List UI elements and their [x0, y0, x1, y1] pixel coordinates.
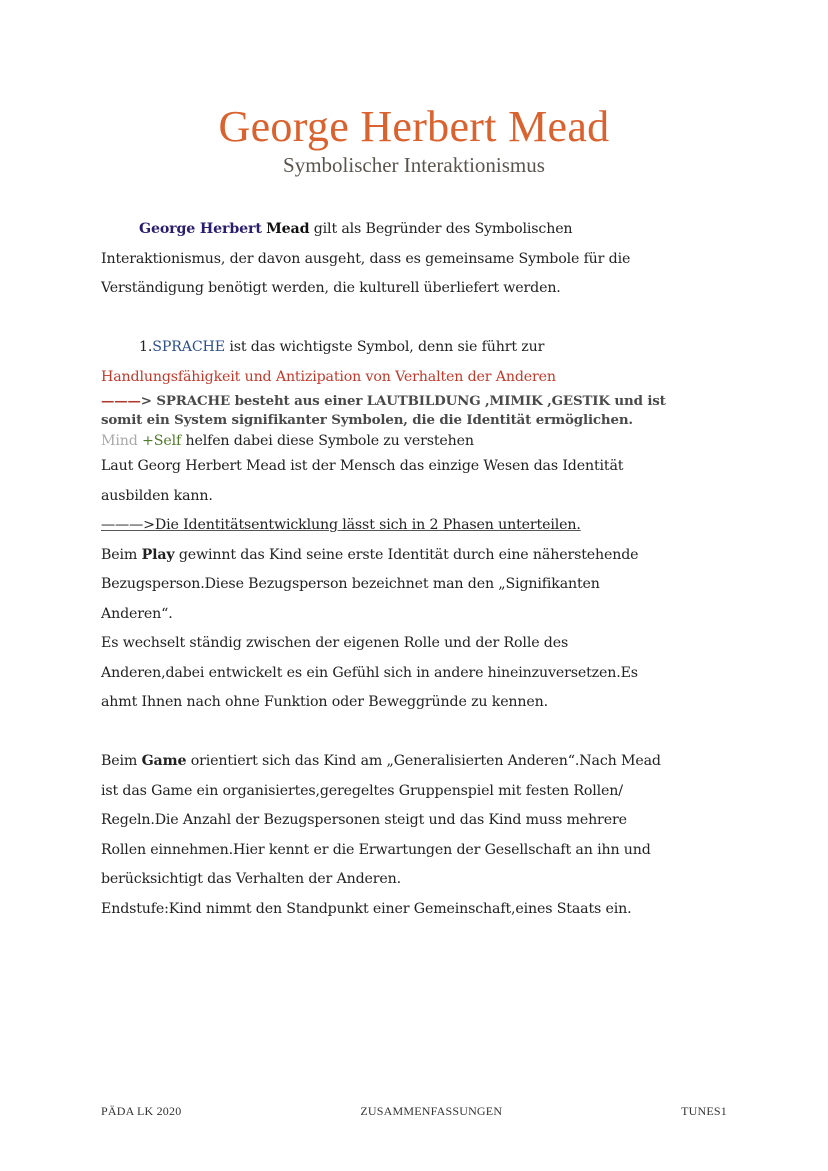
- identity-line-1: Laut Georg Herbert Mead ist der Mensch das einzige Wesen das Identität: [101, 458, 624, 474]
- game-section: [101, 747, 741, 924]
- sprache-line-1: [101, 333, 741, 363]
- mind-self-text: helfen dabei diese Symbole zu verstehen: [181, 433, 474, 449]
- sprache-bold-line-1: [101, 392, 741, 411]
- play-line-4: Es wechselt ständig zwischen der eigenen Rolle und der Rolle des: [101, 635, 569, 651]
- document-subtitle: Symbolischer Interaktionismus: [283, 153, 545, 177]
- intro-paragraph: [101, 215, 741, 304]
- page-header: [0, 102, 828, 178]
- game-line-2: ist das Game ein organisiertes,geregeltes Gruppenspiel mit festen Rollen/: [101, 782, 623, 799]
- game-line-1: [101, 747, 741, 777]
- play-line-6: ahmt Ihnen nach ohne Funktion oder Beweggründe zu kennen.: [101, 694, 549, 710]
- footer-center: ZUSAMMENFASSUNGEN: [360, 1104, 503, 1118]
- sprache-bold-text-1: SPRACHE besteht aus einer LAUTBILDUNG ,MIMIK ,GESTIK und ist: [156, 393, 666, 409]
- sprache-line-1-text: ist das wichtigste Symbol, denn sie führt zur: [224, 339, 545, 355]
- play-prefix: Beim: [101, 546, 142, 563]
- footer-right: TUNES1: [681, 1104, 727, 1118]
- mind-self-line: [101, 430, 741, 452]
- mind-label: Mind: [101, 433, 138, 449]
- play-line-1: [101, 541, 741, 571]
- intro-name-highlight: George Herbert: [139, 221, 262, 237]
- identity-phases-line: [101, 511, 741, 541]
- sprache-keyword: SPRACHE: [152, 339, 225, 355]
- document-title: George Herbert Mead: [218, 102, 610, 151]
- intro-name-mead: Mead: [266, 221, 310, 237]
- identity-line-2: ausbilden kann.: [101, 487, 213, 504]
- game-line-3: Regeln.Die Anzahl der Bezugspersonen steigt und das Kind muss mehrere: [101, 812, 627, 828]
- game-line-4: Rollen einnehmen.Hier kennt er die Erwartungen der Gesellschaft an ihn und: [101, 841, 651, 858]
- game-line-5: berücksichtigt das Verhalten der Anderen.: [101, 871, 402, 887]
- game-prefix: Beim: [101, 753, 142, 769]
- play-line-5: Anderen,dabei entwickelt es ein Gefühl sich in andere hineinzuversetzen.Es: [101, 664, 638, 681]
- arrow-head: >: [140, 393, 157, 409]
- identity-phases-text: ———>Die Identitätsentwicklung lässt sich in 2 Phasen unterteilen.: [101, 517, 581, 533]
- intro-line-1-text: gilt als Begründer des Symbolischen: [309, 221, 573, 237]
- play-keyword: Play: [141, 546, 175, 563]
- footer-left: PÄDA LK 2020: [101, 1104, 182, 1118]
- game-keyword: Game: [141, 753, 187, 769]
- identity-section: [101, 452, 741, 541]
- self-label: Self: [153, 433, 182, 449]
- sprache-section: [101, 333, 741, 452]
- page-footer: [101, 1104, 727, 1119]
- sprache-line-2: Handlungsfähigkeit und Antizipation von Verhalten der Anderen: [101, 368, 556, 385]
- game-line-6: Endstufe:Kind nimmt den Standpunkt einer Gemeinschaft,eines Staats ein.: [101, 900, 632, 917]
- list-number: 1.: [139, 339, 153, 355]
- plus-sign: +: [137, 433, 154, 449]
- document-body: [101, 215, 741, 924]
- spacer: [101, 304, 741, 334]
- arrow-icon: ———: [101, 393, 141, 409]
- spacer: [101, 718, 741, 748]
- intro-line-1: [101, 215, 741, 245]
- play-line-1-text: gewinnt das Kind seine erste Identität durch eine näherstehende: [174, 546, 639, 563]
- play-line-2: Bezugsperson.Diese Bezugsperson bezeichnet man den „Signifikanten: [101, 576, 600, 592]
- intro-line-2: Interaktionismus, der davon ausgeht, dass es gemeinsame Symbole für die: [101, 250, 631, 267]
- game-line-1-text: orientiert sich das Kind am „Generalisierten Anderen“.Nach Mead: [186, 753, 661, 769]
- play-line-3: Anderen“.: [101, 605, 173, 622]
- play-section: [101, 541, 741, 718]
- intro-line-3: Verständigung benötigt werden, die kulturell überliefert werden.: [101, 280, 561, 296]
- sprache-bold-line-2: somit ein System signifikanter Symbolen, die die Identität ermöglichen.: [101, 412, 633, 428]
